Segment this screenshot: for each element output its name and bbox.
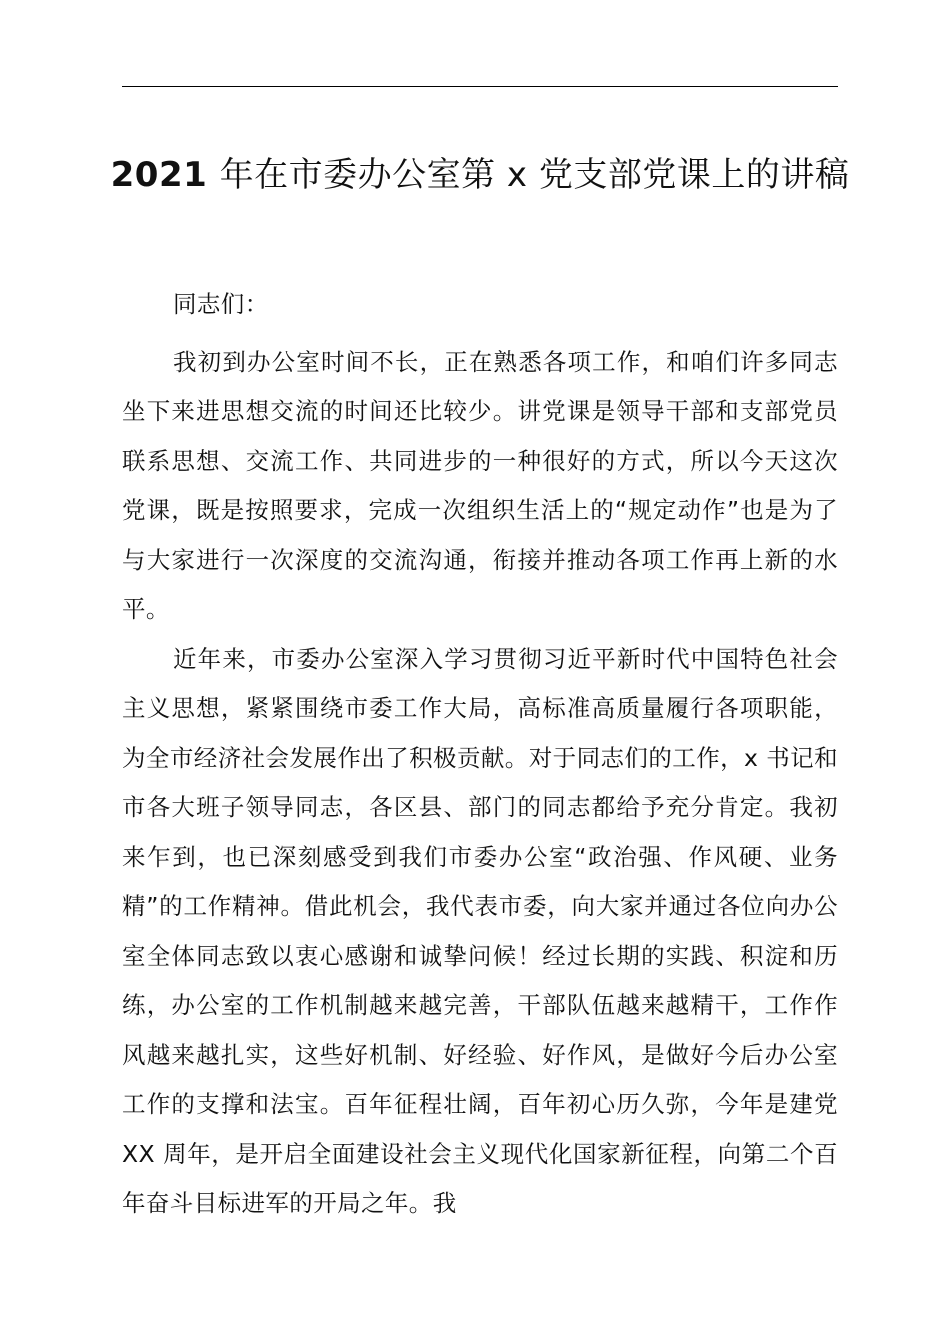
salutation: 同志们： xyxy=(173,290,269,318)
document-body xyxy=(122,280,838,1229)
paragraph-2: 近年来，市委办公室深入学习贯彻习近平新时代中国特色社会主义思想，紧紧围绕市委工作大局，高标准高质量履行各项职能，为全市经济社会发展作出了积极贡献。对于同志们的工作，x 书记和市各大班子领导同志，各区县、部门的同志都给予充分肯定。我初来乍到，也已深刻感受到我们市委办公室“政治强、作风硬、业务精”的工作精神。借此机会，我代表市委，向大家并通过各位向办公室全体同志致以衷心感谢和诚挚问候！经过长期的实践、积淀和历练，办公室的工作机制越来越完善，干部队伍越来越精干，工作作风越来越扎实，这些好机制、好经验、好作风，是做好今后办公室工作的支撑和法宝。百年征程壮阔，百年初心历久弥，今年是建党 XX 周年，是开启全面建设社会主义现代化国家新征程，向第二个百年奋斗目标进军的开局之年。我 xyxy=(122,644,838,1217)
title-year: 2021 xyxy=(110,155,208,195)
header-rule xyxy=(122,86,838,87)
title-text: 年在市委办公室第 x 党支部党课上的讲稿 xyxy=(219,155,850,195)
paragraph-1: 我初到办公室时间不长，正在熟悉各项工作，和咱们许多同志坐下来进思想交流的时间还比较少。讲党课是领导干部和支部党员联系思想、交流工作、共同进步的一种很好的方式，所以今天这次党课，既是按照要求，完成一次组织生活上的“规定动作”也是为了与大家进行一次深度的交流沟通，衔接并推动各项工作再上新的水平。 xyxy=(122,347,838,623)
document-title xyxy=(110,150,850,201)
